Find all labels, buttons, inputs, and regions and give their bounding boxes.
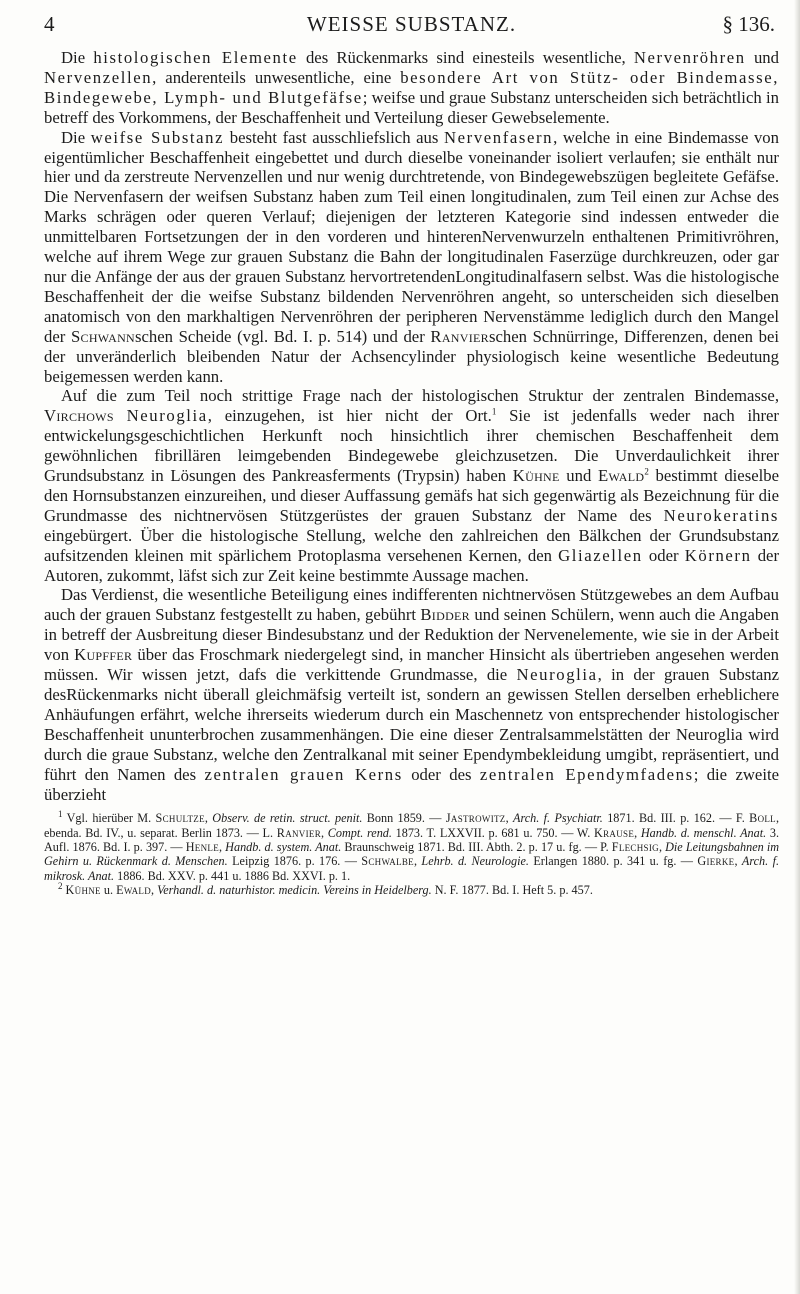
text-run: 3. Aufl. 1876. Bd. I. p. 397. — [44,825,780,855]
text-run: Sie ist jedenfalls weder nach ihrer entwickelungsgeschichtlichen Herkunft noch hinsichtlich ihrer chemischen Beschaffenheit dem gewöhnlichen fibrillären leimgebenden Bindegewebe gleichzusetzen. Die Unverdaulichkeit ihrer Grundsubstanz in Lösungen des Pankreasferments (Trypsin) haben [44,406,779,486]
text-run: Henle [185,840,219,855]
text-run: , in der grauen Substanz desRückenmarks nicht überall gleichmäfsig verteilt ist, sondern an gewissen Stellen derselben erheblichere Anhäufungen erfährt, welche ihrerseits wiederum durch ein Maschennetz von entsprechender histologischer Beschaffenheit ununterbrochen zusammenhängen. Die eine dieser Zentralsammelstätten der Neuroglia wird durch die graue Substanz, welche den Zentralkanal mit seiner Ependymbekleidung umgibt, repräsentiert, und führt den Namen des [44,665,779,784]
page-edge-shadow [794,0,800,1294]
text-run: Ewald [116,882,152,897]
text-run: u. [100,882,117,897]
page-number: 4 [44,12,55,36]
text-run: , [413,854,422,869]
text-run: Krause [594,825,635,840]
text-run: Erlangen 1880. p. 341 u. fg. — [528,854,698,869]
text-run: , [321,825,328,840]
main-text [44,48,779,804]
text-run: Kupffer [74,645,133,665]
text-run: Ranvier [430,326,489,346]
footnote-marker: 1 [58,809,63,820]
text-run: Nervenfasern [444,127,554,147]
text-run: Auf die zum Teil noch strittige Frage nach der histologischen Struktur der zentralen Bindemasse, [61,386,779,406]
text-run: Handb. d. menschl. Anat. [640,825,767,840]
text-run: zentralen Ependymfadens [479,764,694,784]
text-run: schen Scheide (vgl. Bd. I. p. 514) und der [135,326,431,346]
paragraph [44,128,779,387]
text-run: Braunschweig 1871. Bd. III. Abth. 2. p. 17 u. fg. — P. [341,840,612,855]
text-run: Compt. rend. [327,825,392,840]
text-run: der Autoren, zukommt, läfst sich zur Zeit keine bestimmte Aussage machen. [44,545,780,585]
text-run: , [658,840,666,855]
text-run: Jastrowitz [445,811,506,826]
text-run: Ewald [598,466,645,486]
text-run: Bonn 1859. — [362,811,446,826]
text-run: , anderenteils unwesentliche, eine [152,67,401,87]
text-run: , [204,811,213,826]
text-run: , [734,854,742,869]
footnotes [44,811,779,897]
running-title: WEISSE SUBSTANZ. [306,12,517,36]
text-run: oder [642,545,685,565]
text-run: Schwann [70,326,135,346]
footnote-marker: 2 [58,880,63,891]
text-run: Kühne [512,466,560,486]
text-run: weifse Substanz [90,127,225,147]
text-run: Neurokeratins [663,505,779,525]
text-run: , [151,882,158,897]
text-run: Körnern [684,545,752,565]
text-run: und [745,48,779,67]
text-run: ; weifse und graue Substanz unterscheiden sich beträchtlich in betreff des Vorkommens, der Beschaffenheit und Verteilung dieser Gewebselemente. [44,87,779,127]
text-run: eingebürgert. Über die histologische Stellung, welche den zahlreichen den Bälkchen der Grundsubstanz aufsitzenden kleinen mit spärlichem Protoplasma versehenen Kernen, den [44,525,779,565]
text-run: Neuroglia [516,665,598,685]
text-run: Schultze [155,811,205,826]
text-run: besondere Art von Stütz- oder Bindemasse, Bindegewebe, Lymph- und Blutgefäfse [44,67,779,107]
text-run: Nervenröhren [633,48,746,67]
text-run: 1886. Bd. XXV. p. 441 u. 1886 Bd. XXVI. p. 1. [114,868,351,883]
running-header [44,0,779,48]
text-run: oder des [402,764,480,784]
text-run: über das Froschmark niedergelegt sind, in mancher Hinsicht als übertrieben angesehen werden müssen. Wir wissen jetzt, dafs die verkittende Grundmasse, die [44,645,779,685]
text-run: Die [61,48,94,67]
text-run: Gierke [697,854,735,869]
text-run: Verhandl. d. naturhistor. medicin. Vereins in Heidelberg. [157,882,432,897]
section-number: § 136. [722,12,775,36]
text-run: ; die zweite überzieht [44,764,780,804]
text-run: zentralen grauen Kerns [204,764,403,784]
text-run: , welche in eine Bindemasse von eigentümlicher Beschaffenheit eingebettet und durch dieselbe voneinander isoliert verlaufen; sie enthält nur hier und da zerstreute Nervenzellen und nur wenig durchtretende, von Bindegewebszügen begleitete Gefäfse. Die Nervenfasern der weifsen Substanz haben zum Teil einen longitudinalen, zum Teil einen zur Achse des Marks schrägen oder queren Verlauf; diejenigen der letzteren Kategorie sind indessen entweder die unmittelbaren Fortsetzungen der in den vorderen und hinterenNervenwurzeln enthaltenen Primitivröhren, welche auf ihrem Wege zur grauen Substanz die Bahn der longitudinalen Faserzüge durchkreuzen, oder gar nur die Anfänge der aus der grauen Substanz hervortretendenLongitudinalfasern selbst. Was die histologische Beschaffenheit der die weifse Substanz bildenden Nervenröhren angeht, so unterscheiden sich dieselben anatomisch von den markhaltigen Nervenröhren der peripheren Nervenstämme lediglich durch den Mangel der [44,127,779,346]
text-run: Ranvier [276,825,321,840]
text-run: Handb. d. system. Anat. [225,840,342,855]
paragraph [44,585,779,804]
text-run: schen Schnürringe, Differenzen, denen bei der unveränderlich bleibenden Natur der Achsencylinder physiologisch keine wesentliche Bedeutung beigemessen werden kann. [44,326,779,386]
footnote [44,811,779,882]
text-run: Leipzig 1876. p. 176. — [227,854,362,869]
text-run: Observ. de retin. struct. penit. [212,811,363,826]
text-run: , [505,811,514,826]
book-page [44,0,779,897]
text-run: , ebenda. Bd. IV., u. separat. Berlin 1873. — L. [44,811,780,840]
text-run: 1871. Bd. III. p. 162. — F. [602,811,750,826]
text-run: , [634,825,641,840]
text-run: bestimmt dieselbe den Hornsubstanzen einzureihen, und dieser Auffassung gemäfs hat sich gegenwärtig als Bezeichnung für die Grundmasse des nichtnervösen Stützgerüstes der grauen Substanz der Name des [44,466,780,525]
text-run: Die Leitungsbahnen im Gehirn u. Rückenmark d. Menschen. [44,840,780,869]
paragraph [44,386,779,585]
text-run: Arch. f. mikrosk. Anat. [44,854,780,883]
text-run: Neuroglia [126,406,208,426]
text-run: Schwalbe [361,854,414,869]
text-run: Vgl. hierüber M. [62,811,156,826]
footnote-marker: 2 [644,466,649,477]
text-run: Das Verdienst, die wesentliche Beteiligung eines indifferenten nichtnervösen Stützgewebes an dem Aufbau auch der grauen Substanz festgestellt zu haben, gebührt [44,585,779,625]
text-run: Arch. f. Psychiatr. [513,811,603,826]
paragraph [44,48,779,128]
text-run: Lehrb. d. Neurologie. [421,854,529,869]
text-run: des Rückenmarks sind einesteils wesentliche, [297,48,634,67]
text-run: , [219,840,226,855]
text-run: , einzugehen, ist hier nicht der Ort. [207,406,492,426]
text-run: Bidder [420,605,470,625]
text-run: Flechsig [611,840,659,855]
footnote [44,880,779,897]
text-run: Kühne [65,882,101,897]
text-run: Virchows [44,406,114,426]
text-run: N. F. 1877. Bd. I. Heft 5. p. 457. [431,882,593,897]
footnote-marker: 1 [491,406,497,417]
text-run: histologischen Elemente [93,48,298,67]
text-run: 1873. T. LXXVII. p. 681 u. 750. — W. [391,825,595,840]
text-run: Nervenzellen [44,67,153,87]
text-run: und seinen Schülern, wenn auch die Angaben in betreff der Ausbreitung dieser Bindesubstanz und der Reduktion der Nervenelemente, wie sie in der Arbeit von [44,605,779,665]
text-run: Boll [749,811,776,826]
text-run: besteht fast ausschliefslich aus [224,127,445,147]
text-run: und [559,466,599,486]
text-run: Gliazellen [558,545,643,565]
text-run: Die [61,127,91,147]
text-run [114,406,127,425]
